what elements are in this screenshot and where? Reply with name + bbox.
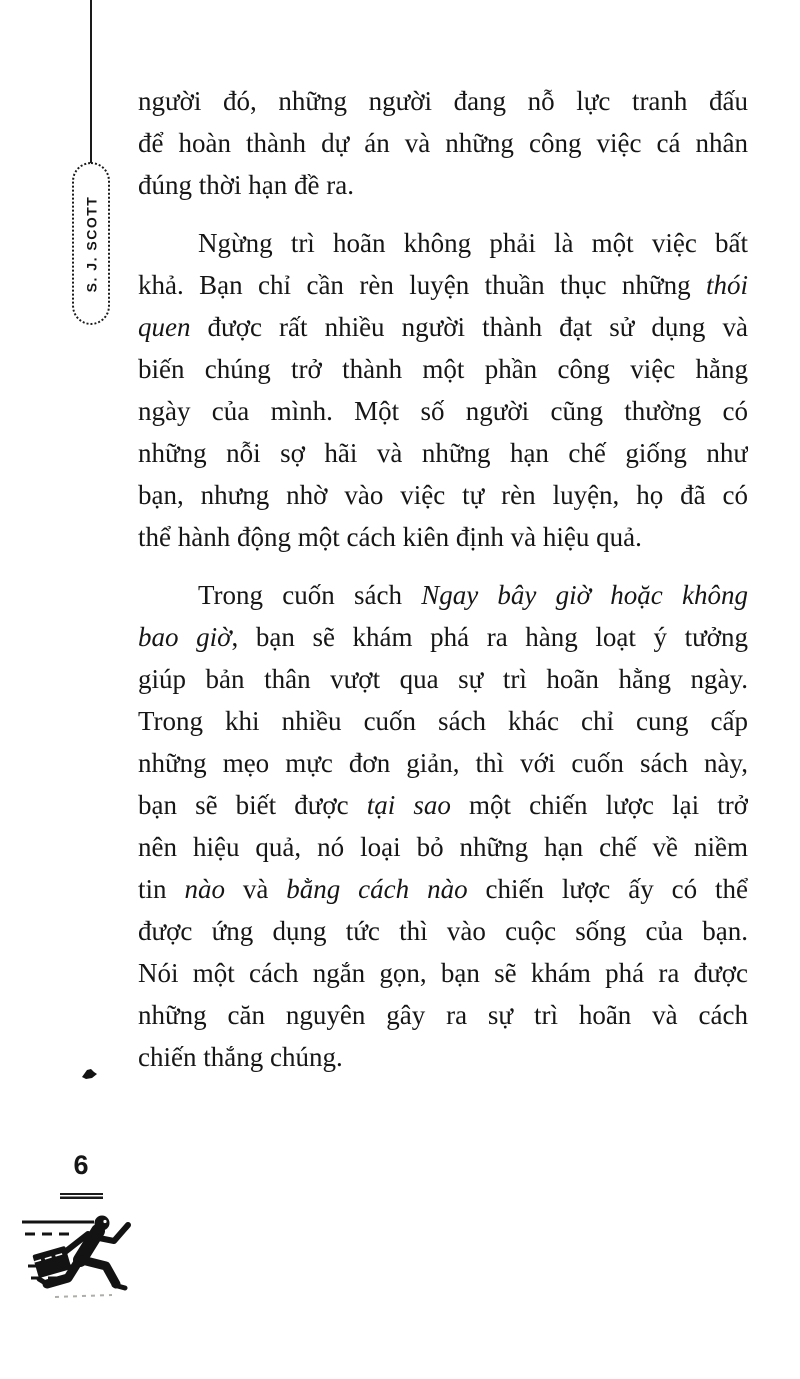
body-text: [138, 80, 748, 1078]
text-line: quen được rất nhiều người thành đạt sử dụng và: [138, 312, 748, 342]
text-line: khả. Bạn chỉ cần rèn luyện thuần thục những thói: [138, 270, 748, 300]
text-line: ngày của mình. Một số người cũng thường có: [138, 396, 748, 426]
text-line: những nỗi sợ hãi và những hạn chế giống như: [138, 438, 748, 468]
text-line: Trong khi nhiều cuốn sách khác chỉ cung cấp: [138, 706, 748, 736]
running-man-illustration: [16, 1210, 148, 1310]
page-number: 6: [73, 1150, 89, 1180]
text-line: thể hành động một cách kiên định và hiệu quả.: [138, 522, 642, 552]
author-badge-label: S. J. SCOTT: [83, 195, 99, 292]
text-line: bao giờ, bạn sẽ khám phá ra hàng loạt ý tưởng: [138, 622, 748, 652]
paragraph: [138, 80, 748, 206]
author-badge: [72, 162, 110, 325]
ground-scribble: [55, 1295, 112, 1297]
text-line: tin nào và bằng cách nào chiến lược ấy có thể: [138, 874, 748, 904]
text-line: Trong cuốn sách Ngay bây giờ hoặc không: [198, 580, 748, 610]
text-line: nên hiệu quả, nó loại bỏ những hạn chế về niềm: [138, 832, 748, 862]
text-line: đúng thời hạn đề ra.: [138, 170, 354, 200]
text-line: những căn nguyên gây ra sự trì hoãn và cách: [138, 1000, 748, 1030]
paragraph: [138, 574, 748, 1078]
text-line: Ngừng trì hoãn không phải là một việc bất: [198, 228, 748, 258]
text-line: bạn, nhưng nhờ vào việc tự rèn luyện, họ đã có: [138, 480, 748, 510]
text-line: giúp bản thân vượt qua sự trì hoãn hằng ngày.: [138, 664, 748, 694]
paragraph: [138, 222, 748, 558]
ink-smudge: [78, 1066, 102, 1084]
text-line: người đó, những người đang nỗ lực tranh đấu: [138, 86, 748, 116]
text-line: để hoàn thành dự án và những công việc cá nhân: [138, 128, 748, 158]
text-line: bạn sẽ biết được tại sao một chiến lược lại trở: [138, 790, 748, 820]
text-line: chiến thắng chúng.: [138, 1042, 343, 1072]
text-line: Nói một cách ngắn gọn, bạn sẽ khám phá ra được: [138, 958, 748, 988]
text-line: được ứng dụng tức thì vào cuộc sống của bạn.: [138, 916, 748, 946]
page-number-rule: [60, 1193, 103, 1199]
text-line: biến chúng trở thành một phần công việc hằng: [138, 354, 748, 384]
margin-rule-line: [90, 0, 92, 163]
text-line: những mẹo mực đơn giản, thì với cuốn sách này,: [138, 748, 748, 778]
